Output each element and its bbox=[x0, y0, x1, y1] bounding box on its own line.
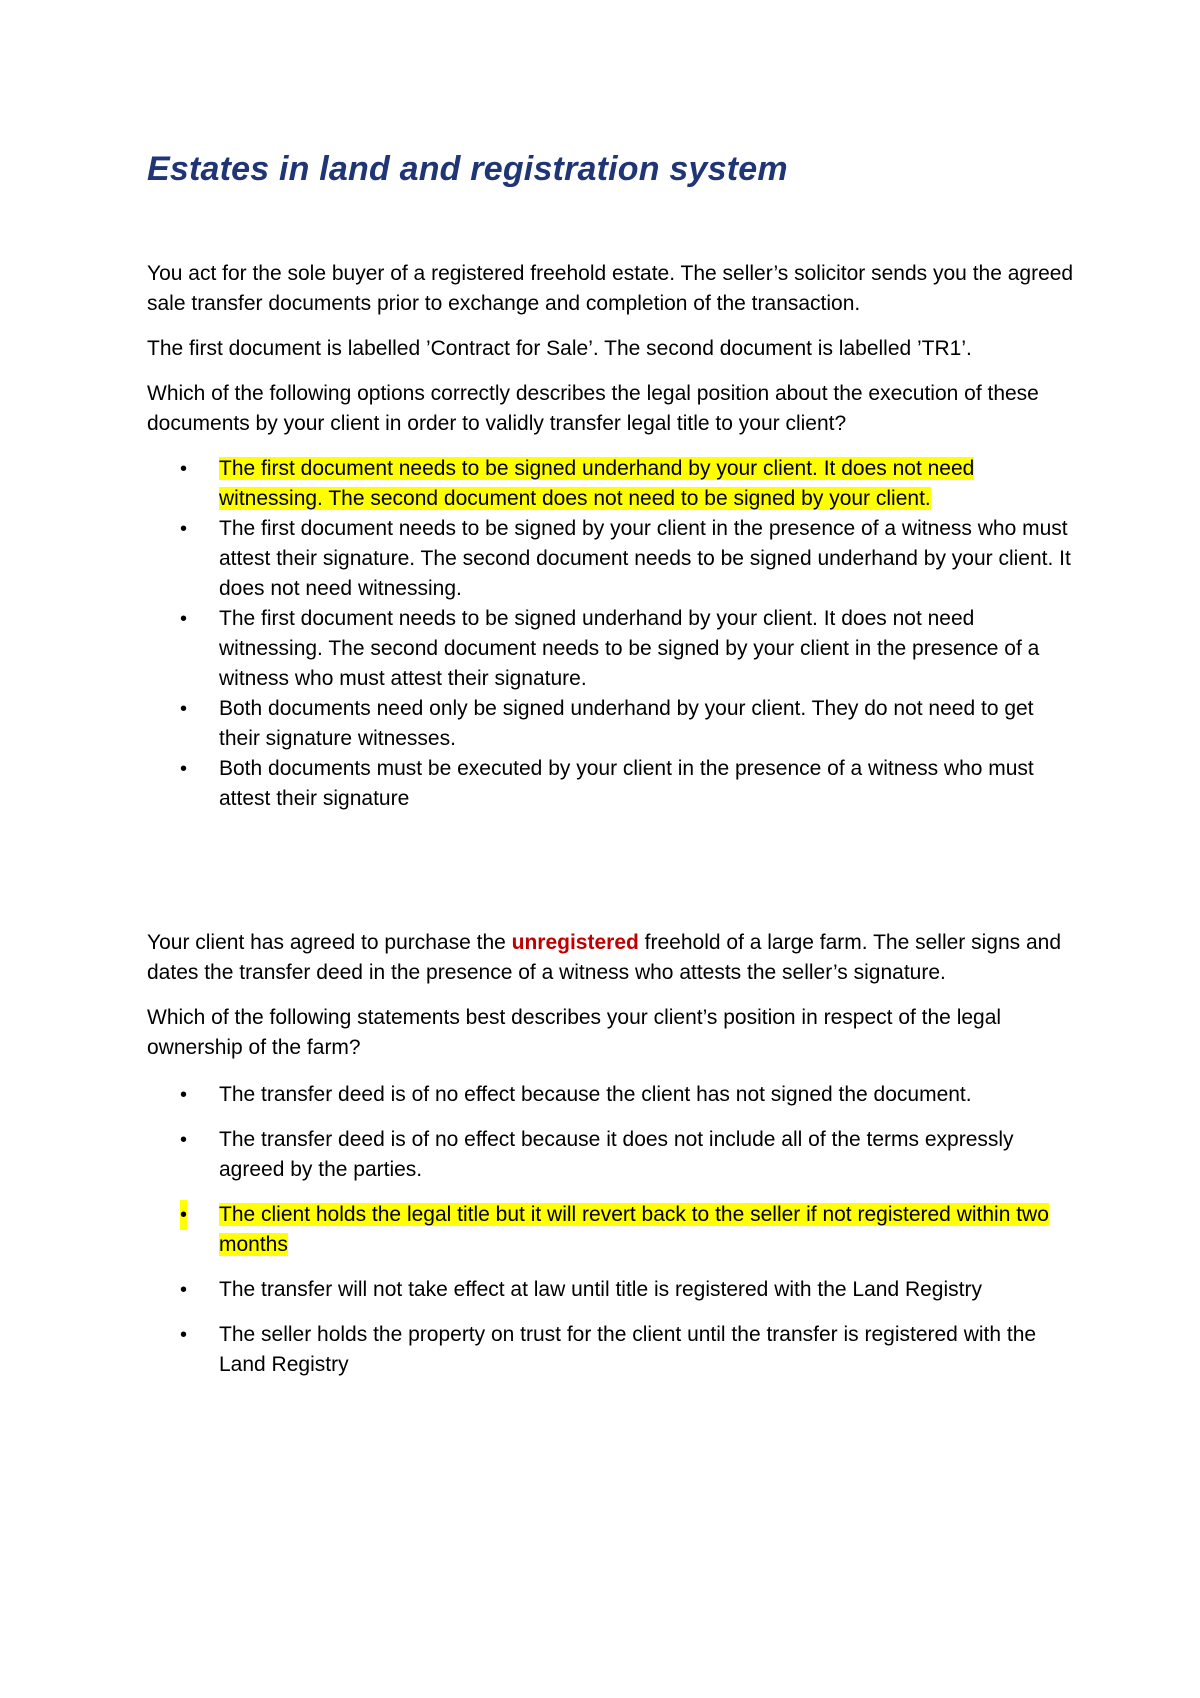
question-1 bbox=[147, 259, 1077, 814]
q2-option-3 bbox=[147, 1200, 1077, 1260]
q2-option-3-text-highlighted: The client holds the legal title but it will revert back to the seller if not registered within two months bbox=[219, 1203, 1049, 1256]
q2-option-2 bbox=[147, 1125, 1077, 1185]
q2-option-5-text: The seller holds the property on trust for the client until the transfer is registered with the Land Registry bbox=[219, 1323, 1037, 1376]
q2-option-2-text: The transfer deed is of no effect because it does not include all of the terms expressly agreed by the parties. bbox=[219, 1128, 1014, 1181]
bullet-icon: • bbox=[180, 1084, 188, 1106]
q2-intro bbox=[147, 928, 1077, 988]
q1-option-5 bbox=[147, 754, 1077, 814]
q1-intro: You act for the sole buyer of a registered freehold estate. The seller’s solicitor sends you the agreed sale transfer documents prior to exchange and completion of the transaction. bbox=[147, 262, 1074, 315]
q2-option-4 bbox=[147, 1275, 1077, 1305]
q2-question: Which of the following statements best describes your client’s position in respect of the legal ownership of the farm? bbox=[147, 1006, 1002, 1059]
q2-option-5 bbox=[147, 1320, 1077, 1380]
q1-option-2 bbox=[147, 514, 1077, 604]
q2-option-4-text: The transfer will not take effect at law until title is registered with the Land Registry bbox=[219, 1278, 982, 1301]
q1-option-3-text: The first document needs to be signed underhand by your client. It does not need witnessing. The second document needs to be signed by your client in the presence of a witness who must attest their signature. bbox=[219, 607, 1040, 690]
q1-options-list bbox=[147, 454, 1077, 814]
bullet-icon: • bbox=[180, 1200, 187, 1230]
q2-intro-end: freehold of a large farm. The seller signs and dates the transfer deed in the presence of a witness who attests the seller’s signature. bbox=[147, 931, 1062, 984]
q1-option-1 bbox=[147, 454, 1077, 514]
bullet-icon: • bbox=[180, 1279, 188, 1301]
bullet-icon: • bbox=[180, 518, 188, 540]
q1-option-4-text: Both documents need only be signed underhand by your client. They do not need to get their signature witnesses. bbox=[219, 697, 1034, 750]
bullet-icon: • bbox=[180, 698, 188, 720]
bullet-icon: • bbox=[180, 1129, 188, 1151]
q2-options-list bbox=[147, 1080, 1077, 1380]
q1-option-4 bbox=[147, 694, 1077, 754]
q1-option-5-text: Both documents must be executed by your client in the presence of a witness who must attest their signature bbox=[219, 757, 1034, 810]
bullet-icon: • bbox=[180, 758, 188, 780]
q2-intro-emphasis: unregistered bbox=[511, 931, 639, 954]
question-2 bbox=[147, 928, 1077, 1395]
q1-documents: The first document is labelled ’Contract for Sale’. The second document is labelled ’TR1’. bbox=[147, 337, 972, 360]
bullet-icon: • bbox=[180, 458, 188, 480]
document-title: Estates in land and registration system bbox=[147, 150, 788, 188]
q2-option-1 bbox=[147, 1080, 1077, 1110]
q2-option-1-text: The transfer deed is of no effect because the client has not signed the document. bbox=[219, 1083, 972, 1106]
bullet-icon: • bbox=[180, 1324, 188, 1346]
q1-question: Which of the following options correctly describes the legal position about the execution of these documents by your client in order to validly transfer legal title to your client? bbox=[147, 382, 1039, 435]
q1-option-2-text: The first document needs to be signed by your client in the presence of a witness who must attest their signature. The second document needs to be signed underhand by your client. It does not need witnessing. bbox=[219, 517, 1071, 600]
q1-option-3 bbox=[147, 604, 1077, 694]
q2-intro-start: Your client has agreed to purchase the bbox=[147, 931, 512, 954]
q1-option-1-text-highlighted: The first document needs to be signed underhand by your client. It does not need witnessing. The second document does not need to be signed by your client. bbox=[219, 457, 975, 510]
bullet-icon: • bbox=[180, 608, 188, 630]
